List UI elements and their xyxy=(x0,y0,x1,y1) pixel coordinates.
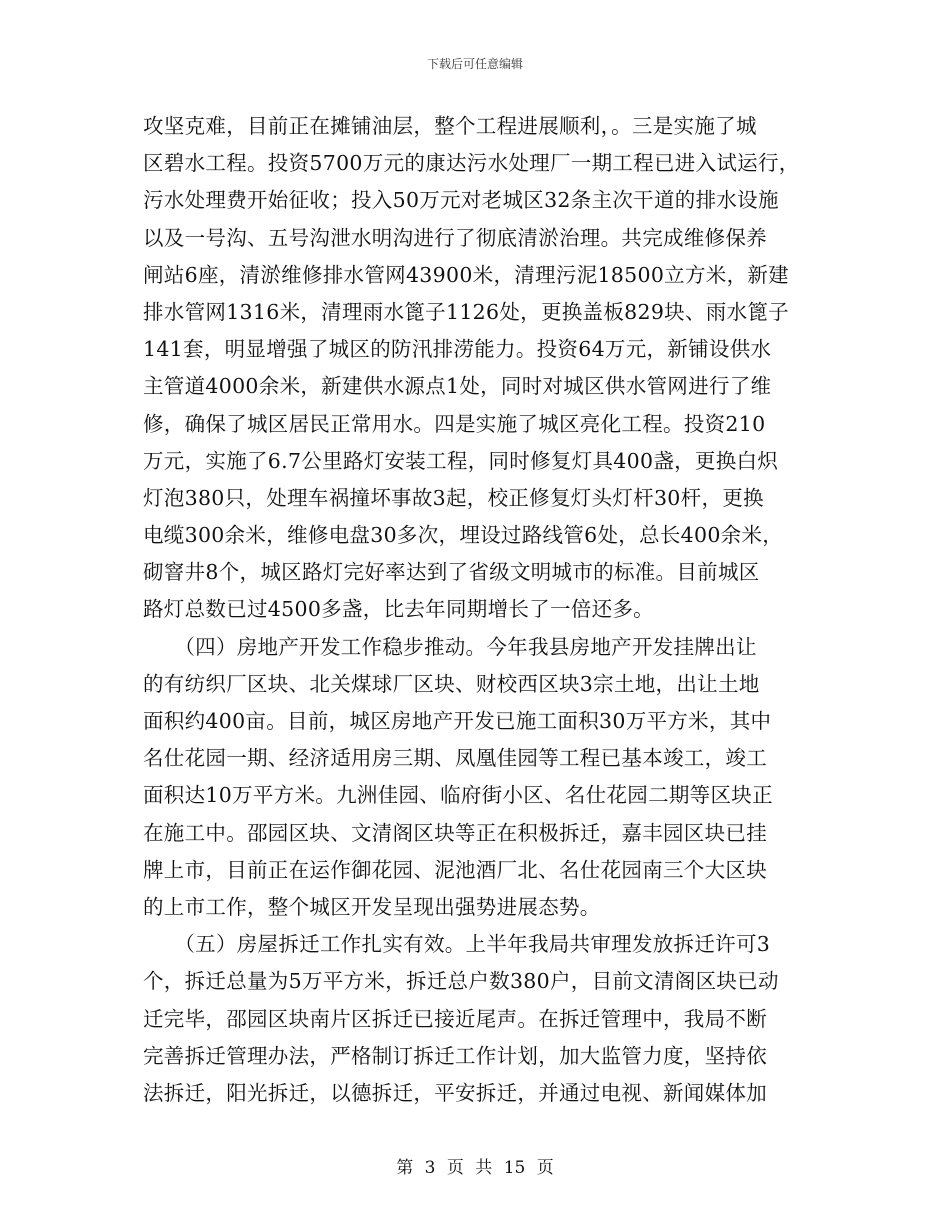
text-line: 个，拆迁总量为5万平方米，拆迁总户数380户，目前文清阁区块已动 xyxy=(143,969,779,994)
text-line: 路灯总数已过4500多盏，比去年同期增长了一倍还多。 xyxy=(143,597,654,622)
text-line: 区碧水工程。投资5700万元的康达污水处理厂一期工程已进入试运行， xyxy=(143,151,800,176)
paragraph-start-line: （四）房地产开发工作稳步推动。今年我县房地产开发挂牌出让 xyxy=(143,634,757,659)
text-line: 完善拆迁管理办法，严格制订拆迁工作计划，加大监管力度，坚持依 xyxy=(143,1043,767,1068)
paragraph-start-line: （五）房屋拆迁工作扎实有效。上半年我局共审理发放拆迁许可3 xyxy=(143,932,771,957)
text-line: 的有纺织厂区块、北关煤球厂区块、财校西区块3宗土地，出让土地 xyxy=(143,671,760,696)
text-line: 迁完毕，邵园区块南片区拆迁已接近尾声。在拆迁管理中，我局不断 xyxy=(143,1006,767,1031)
text-line: 牌上市，目前正在运作御花园、泥池酒厂北、名仕花园南三个大区块 xyxy=(143,857,767,882)
text-line: 法拆迁，阳光拆迁，以德拆迁，平安拆迁，并通过电视、新闻媒体加 xyxy=(143,1080,767,1105)
text-line: 的上市工作，整个城区开发呈现出强势进展态势。 xyxy=(143,894,601,919)
document-body xyxy=(143,108,813,1112)
text-line: 名仕花园一期、经济适用房三期、凤凰佳园等工程已基本竣工，竣工 xyxy=(143,746,767,771)
text-line: 修，确保了城区居民正常用水。四是实施了城区亮化工程。投资210 xyxy=(143,411,766,436)
text-line: 污水处理费开始征收；投入50万元对老城区32条主次干道的排水设施 xyxy=(143,188,779,213)
text-line: 主管道4000余米，新建供水源点1处，同时对城区供水管网进行了维 xyxy=(143,374,772,399)
page-header: 下载后可任意编辑 xyxy=(426,57,523,71)
text-line: 面积达10万平方米。九洲佳园、临府街小区、名仕花园二期等区块正 xyxy=(143,783,773,808)
text-line: 电缆300余米，维修电盘30多次，埋设过路线管6处，总长400余米， xyxy=(143,523,784,548)
text-line: 闸站6座，清淤维修排水管网43900米，清理污泥18500立方米，新建 xyxy=(143,262,789,287)
text-line: 攻坚克难，目前正在摊铺油层，整个工程进展顺利，。三是实施了城 xyxy=(143,114,757,138)
text-line: 砌窨井8个，城区路灯完好率达到了省级文明城市的标准。目前城区 xyxy=(143,560,760,585)
text-line: 万元，实施了6.7公里路灯安装工程，同时修复灯具400盏，更换白炽 xyxy=(143,448,779,473)
text-line: 面积约400亩。目前，城区房地产开发已施工面积30万平方米，其中 xyxy=(143,709,772,733)
text-line: 以及一号沟、五号沟泄水明沟进行了彻底清淤治理。共完成维修保养 xyxy=(143,225,767,250)
text-line: 在施工中。邵园区块、文清阁区块等正在积极拆迁，嘉丰园区块已挂 xyxy=(143,820,767,845)
text-line: 141套，明显增强了城区的防汛排涝能力。投资64万元，新铺设供水 xyxy=(143,337,772,362)
text-line: 灯泡380只，处理车祸撞坏事故3起，校正修复灯头灯杆30杆，更换 xyxy=(143,485,764,510)
text-line: 排水管网1316米，清理雨水篦子1126处，更换盖板829块、雨水篦子 xyxy=(143,299,789,324)
page-number-footer: 第 3 页 共 15 页 xyxy=(396,1158,554,1178)
